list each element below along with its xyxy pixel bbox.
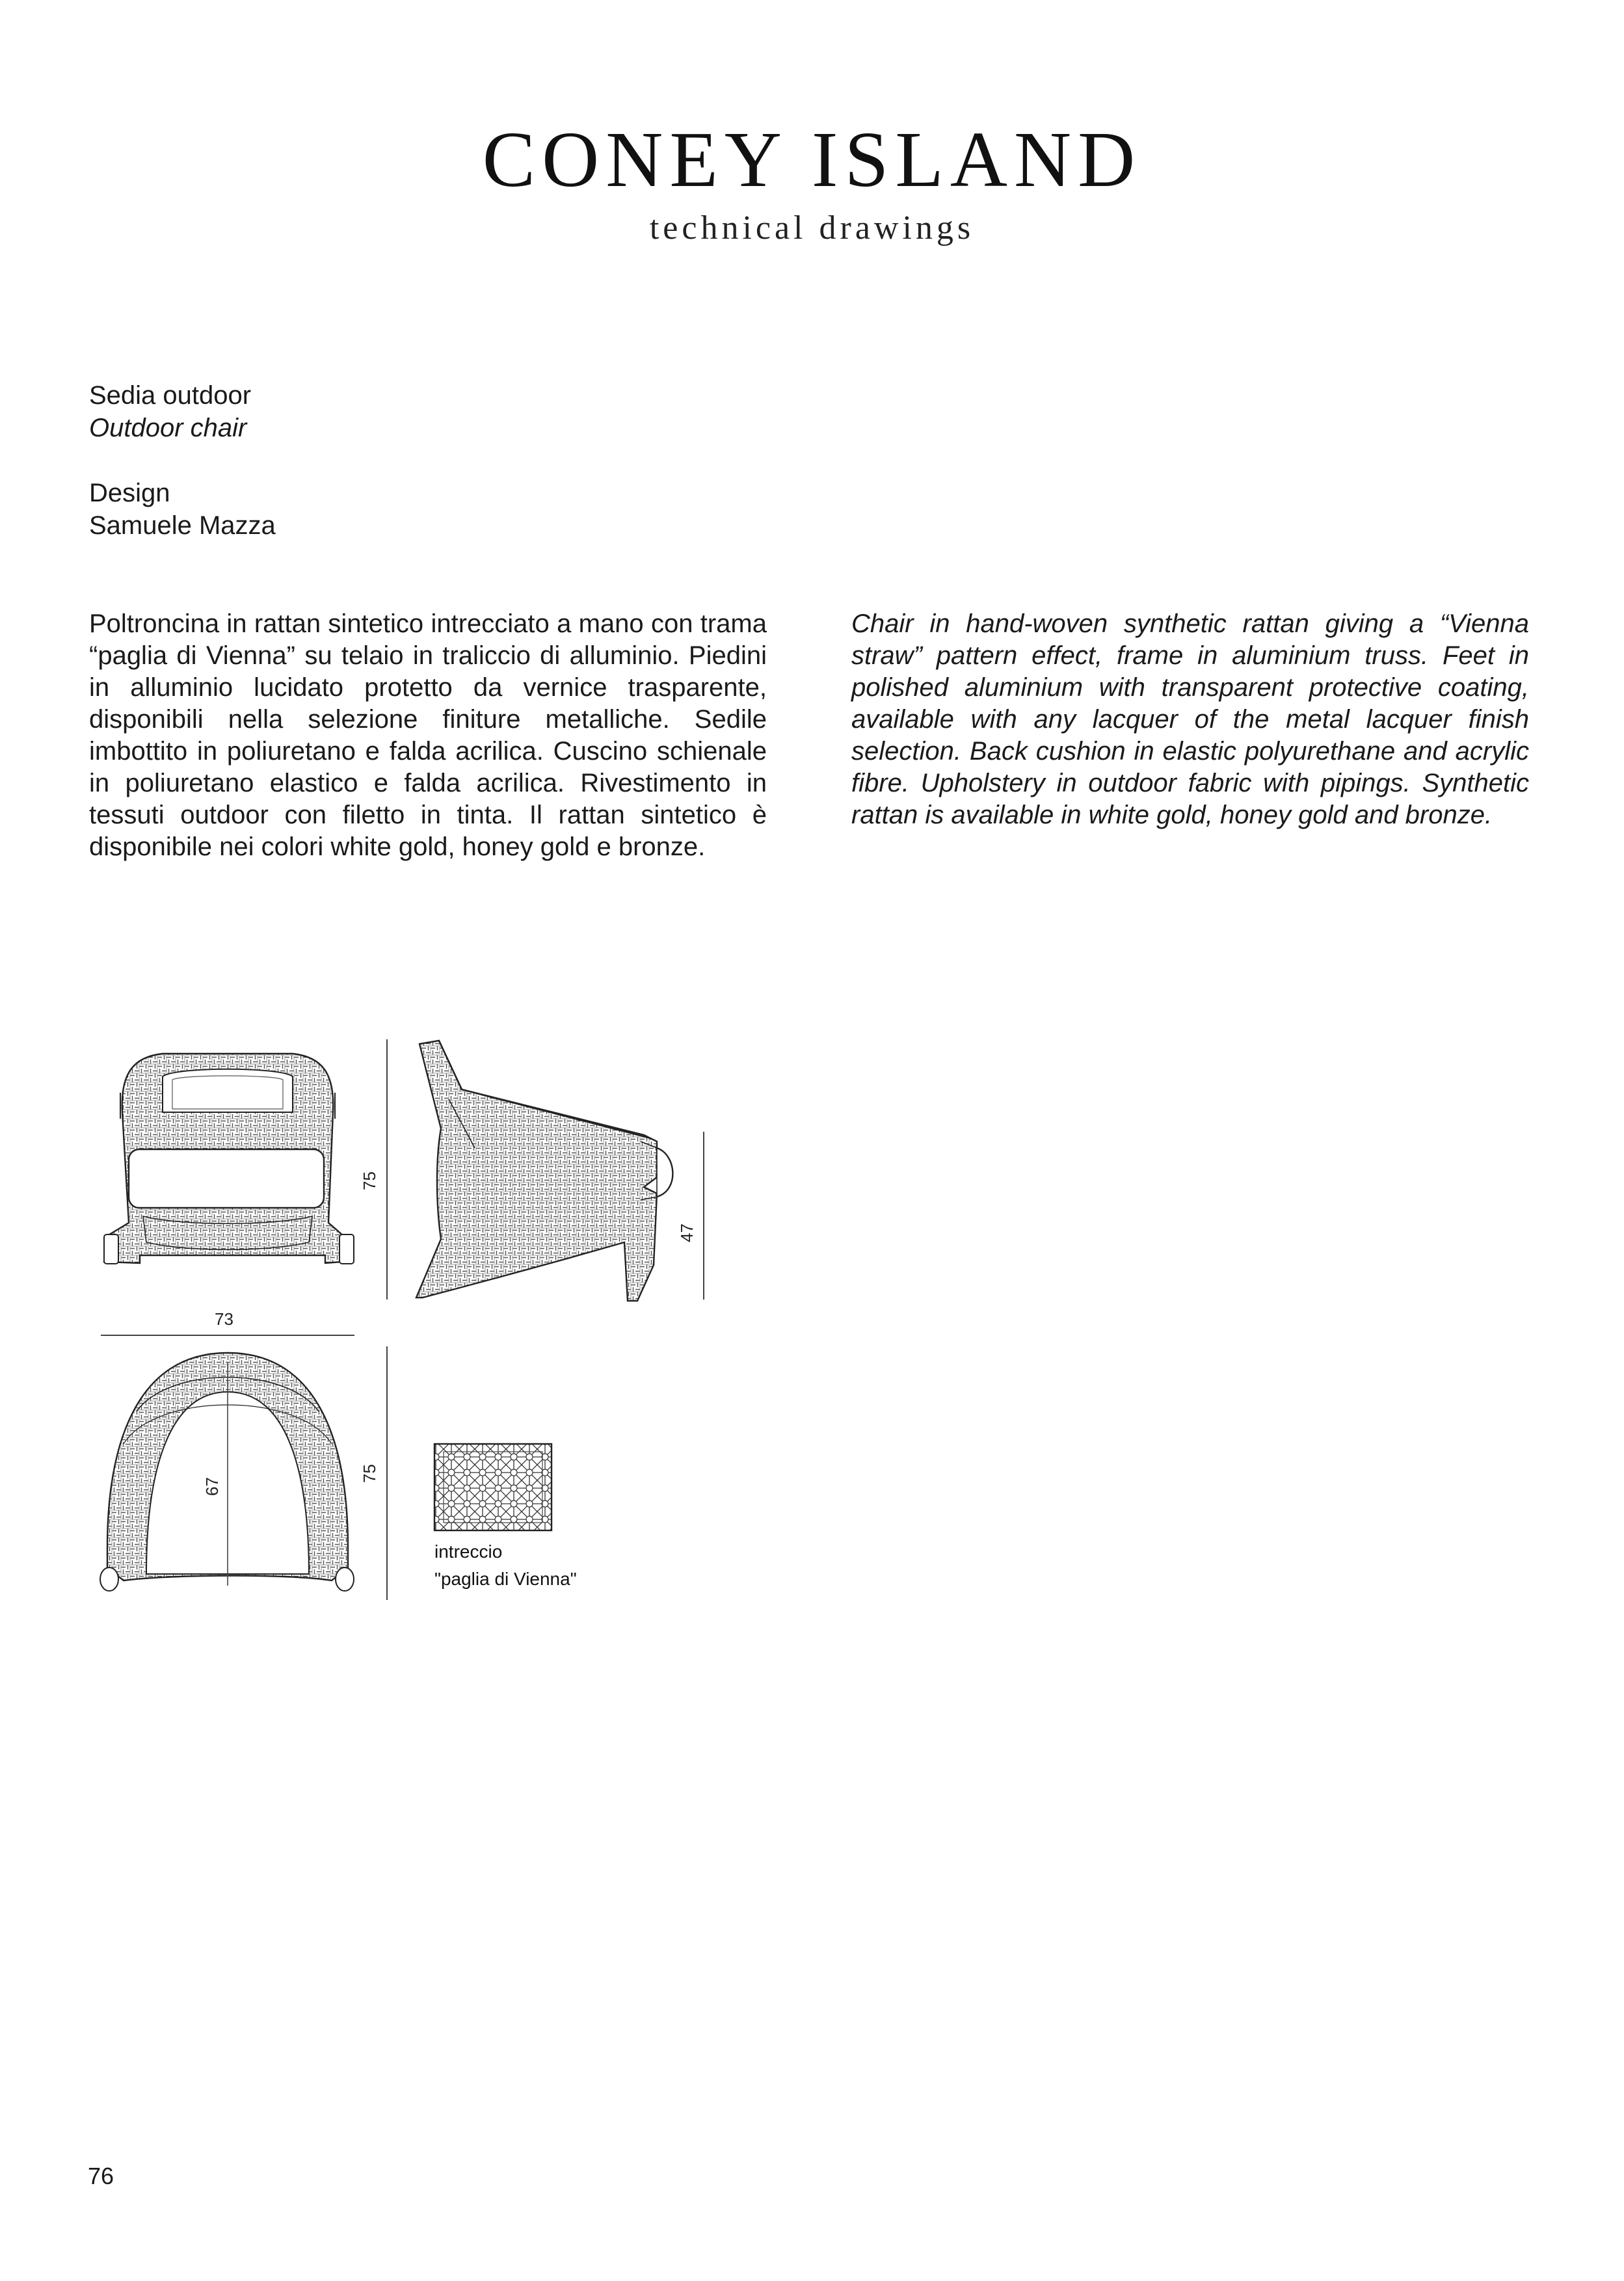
front-view-drawing [101,1039,387,1335]
front-height-label: 75 [360,1171,379,1190]
side-view-drawing [416,1041,704,1301]
product-type-it: Sedia outdoor [89,381,252,410]
designer-name: Samuele Mazza [89,511,276,540]
page-title: CONEY ISLAND [482,116,1142,204]
description-italian: Poltroncina in rattan sintetico intrecciato a mano con trama “paglia di Vienna” su telaio in traliccio di alluminio. Piedini in alluminio lucidato protetto da vernice trasparente, disponibili nella selezione finiture metalliche. Sedile imbottito in poliuretano e falda acrilica. Cuscino schienale in poliuretano elastico e falda acrilica. Rivestimento in tessuti outdoor con filetto in tinta. Il rattan sintetico è disponibile nei colori white gold, honey gold e bronze. [89,609,767,861]
description-english: Chair in hand-woven synthetic rattan giving a “Vienna straw” pattern effect, frame in aluminium truss. Feet in polished aluminium with transparent protective coating, available with any lacquer of the metal lacquer finish selection. Back cushion in elastic polyurethane and acrylic fibre. Upholstery in outdoor fabric with pipings. Synthetic rattan is available in white gold, honey gold and bronze. [851,609,1529,829]
width-label: 73 [215,1309,233,1329]
product-type-en: Outdoor chair [89,414,247,442]
technical-drawings [85,1028,748,1613]
weave-label-line2: "paglia di Vienna" [434,1569,577,1589]
page-number: 76 [88,2163,114,2189]
header [0,116,1624,247]
top-depth-label: 67 [202,1477,222,1496]
side-seat-height-label: 47 [677,1223,697,1242]
top-height-label: 75 [360,1464,379,1483]
top-view-drawing [100,1346,387,1600]
product-info [89,379,276,542]
page-subtitle: technical drawings [649,209,975,247]
design-label: Design [89,479,170,507]
drawings-svg [85,1028,748,1613]
weave-swatch [434,1444,552,1530]
weave-label-line1: intreccio [434,1541,503,1562]
